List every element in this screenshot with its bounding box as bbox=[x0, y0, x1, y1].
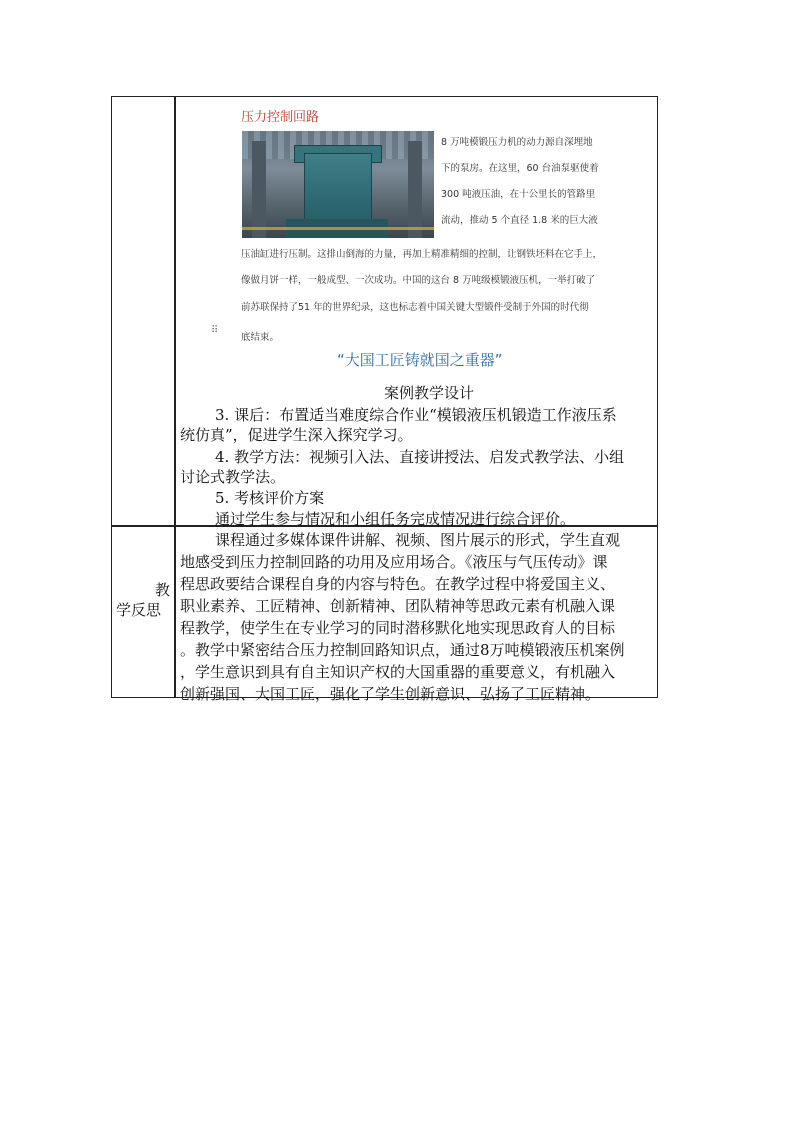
embedded-section-title: 压力控制回路 bbox=[241, 110, 320, 125]
design-line: 通过学生参与情况和小组任务完成情况进行综合评价。 bbox=[215, 510, 576, 528]
embedded-paragraph-line: 300 吨液压油，在十公里长的管路里 bbox=[441, 189, 596, 200]
reflection-label bbox=[116, 580, 170, 620]
design-line: 5. 考核评价方案 bbox=[215, 489, 325, 507]
embedded-banner: “大国工匠铸就国之重器” bbox=[337, 351, 503, 369]
reflection-line: 程教学，使学生在专业学习的同时潜移默化地实现思政育人的目标 bbox=[180, 619, 616, 637]
embedded-paragraph-line: 压油缸进行压制。这排山倒海的力量，再加上精准精细的控制，让钢铁坯料在它手上， bbox=[241, 249, 603, 260]
drag-handle-icon: ⠿ bbox=[211, 325, 219, 336]
reflection-line: 程思政要结合课程自身的内容与特色。在教学过程中将爱国主义、 bbox=[180, 575, 616, 593]
design-line: 4. 教学方法：视频引入法、直接讲授法、启发式教学法、小组 bbox=[215, 448, 625, 466]
design-caption: 案例教学设计 bbox=[384, 384, 475, 402]
reflection-line: 职业素养、工匠精神、创新精神、团队精神等思政元素有机融入课 bbox=[180, 597, 616, 615]
embedded-paragraph-line: 下的泵房。在这里，60 台油泵驱使着 bbox=[441, 163, 599, 174]
design-line: 讨论式教学法。 bbox=[180, 468, 286, 486]
reflection-label-first: 教 bbox=[154, 581, 170, 599]
design-line: 统仿真”，促进学生深入探究学习。 bbox=[180, 426, 413, 444]
embedded-paragraph-line: 前苏联保持了51 年的世界纪录，这也标志着中国关键大型锻件受制于外国的时代彻 bbox=[241, 302, 589, 313]
embedded-paragraph-line: 像做月饼一样，一般成型、一次成功。中国的这台 8 万吨级模锻液压机，一举打破了 bbox=[241, 275, 596, 286]
reflection-label-rest: 学反思 bbox=[116, 601, 162, 619]
embedded-paragraph-line: 流动，推动 5 个直径 1.8 米的巨大液 bbox=[441, 215, 598, 226]
reflection-line: ，学生意识到具有自主知识产权的大国重器的重要意义，有机融入 bbox=[180, 663, 616, 681]
reflection-line: 课程通过多媒体课件讲解、视频、图片展示的形式，学生直观 bbox=[215, 531, 621, 549]
press-machine-photo bbox=[242, 131, 434, 238]
lesson-plan-table bbox=[111, 96, 658, 703]
reflection-line: 地感受到压力控制回路的功用及应用场合。《液压与气压传动》课 bbox=[180, 553, 608, 571]
design-line: 3. 课后：布置适当难度综合作业“模锻液压机锻造工作液压系 bbox=[215, 406, 617, 424]
column-divider bbox=[174, 97, 176, 697]
reflection-line: 。教学中紧密结合压力控制回路知识点，通过8万吨模锻液压机案例 bbox=[180, 641, 625, 659]
embedded-paragraph-line: 底结束。 bbox=[241, 332, 280, 343]
embedded-paragraph-line: 8 万吨模锻压力机的动力源自深埋地 bbox=[441, 137, 593, 148]
reflection-line: 创新强国、大国工匠，强化了学生创新意识、弘扬了工匠精神。 bbox=[180, 685, 601, 703]
